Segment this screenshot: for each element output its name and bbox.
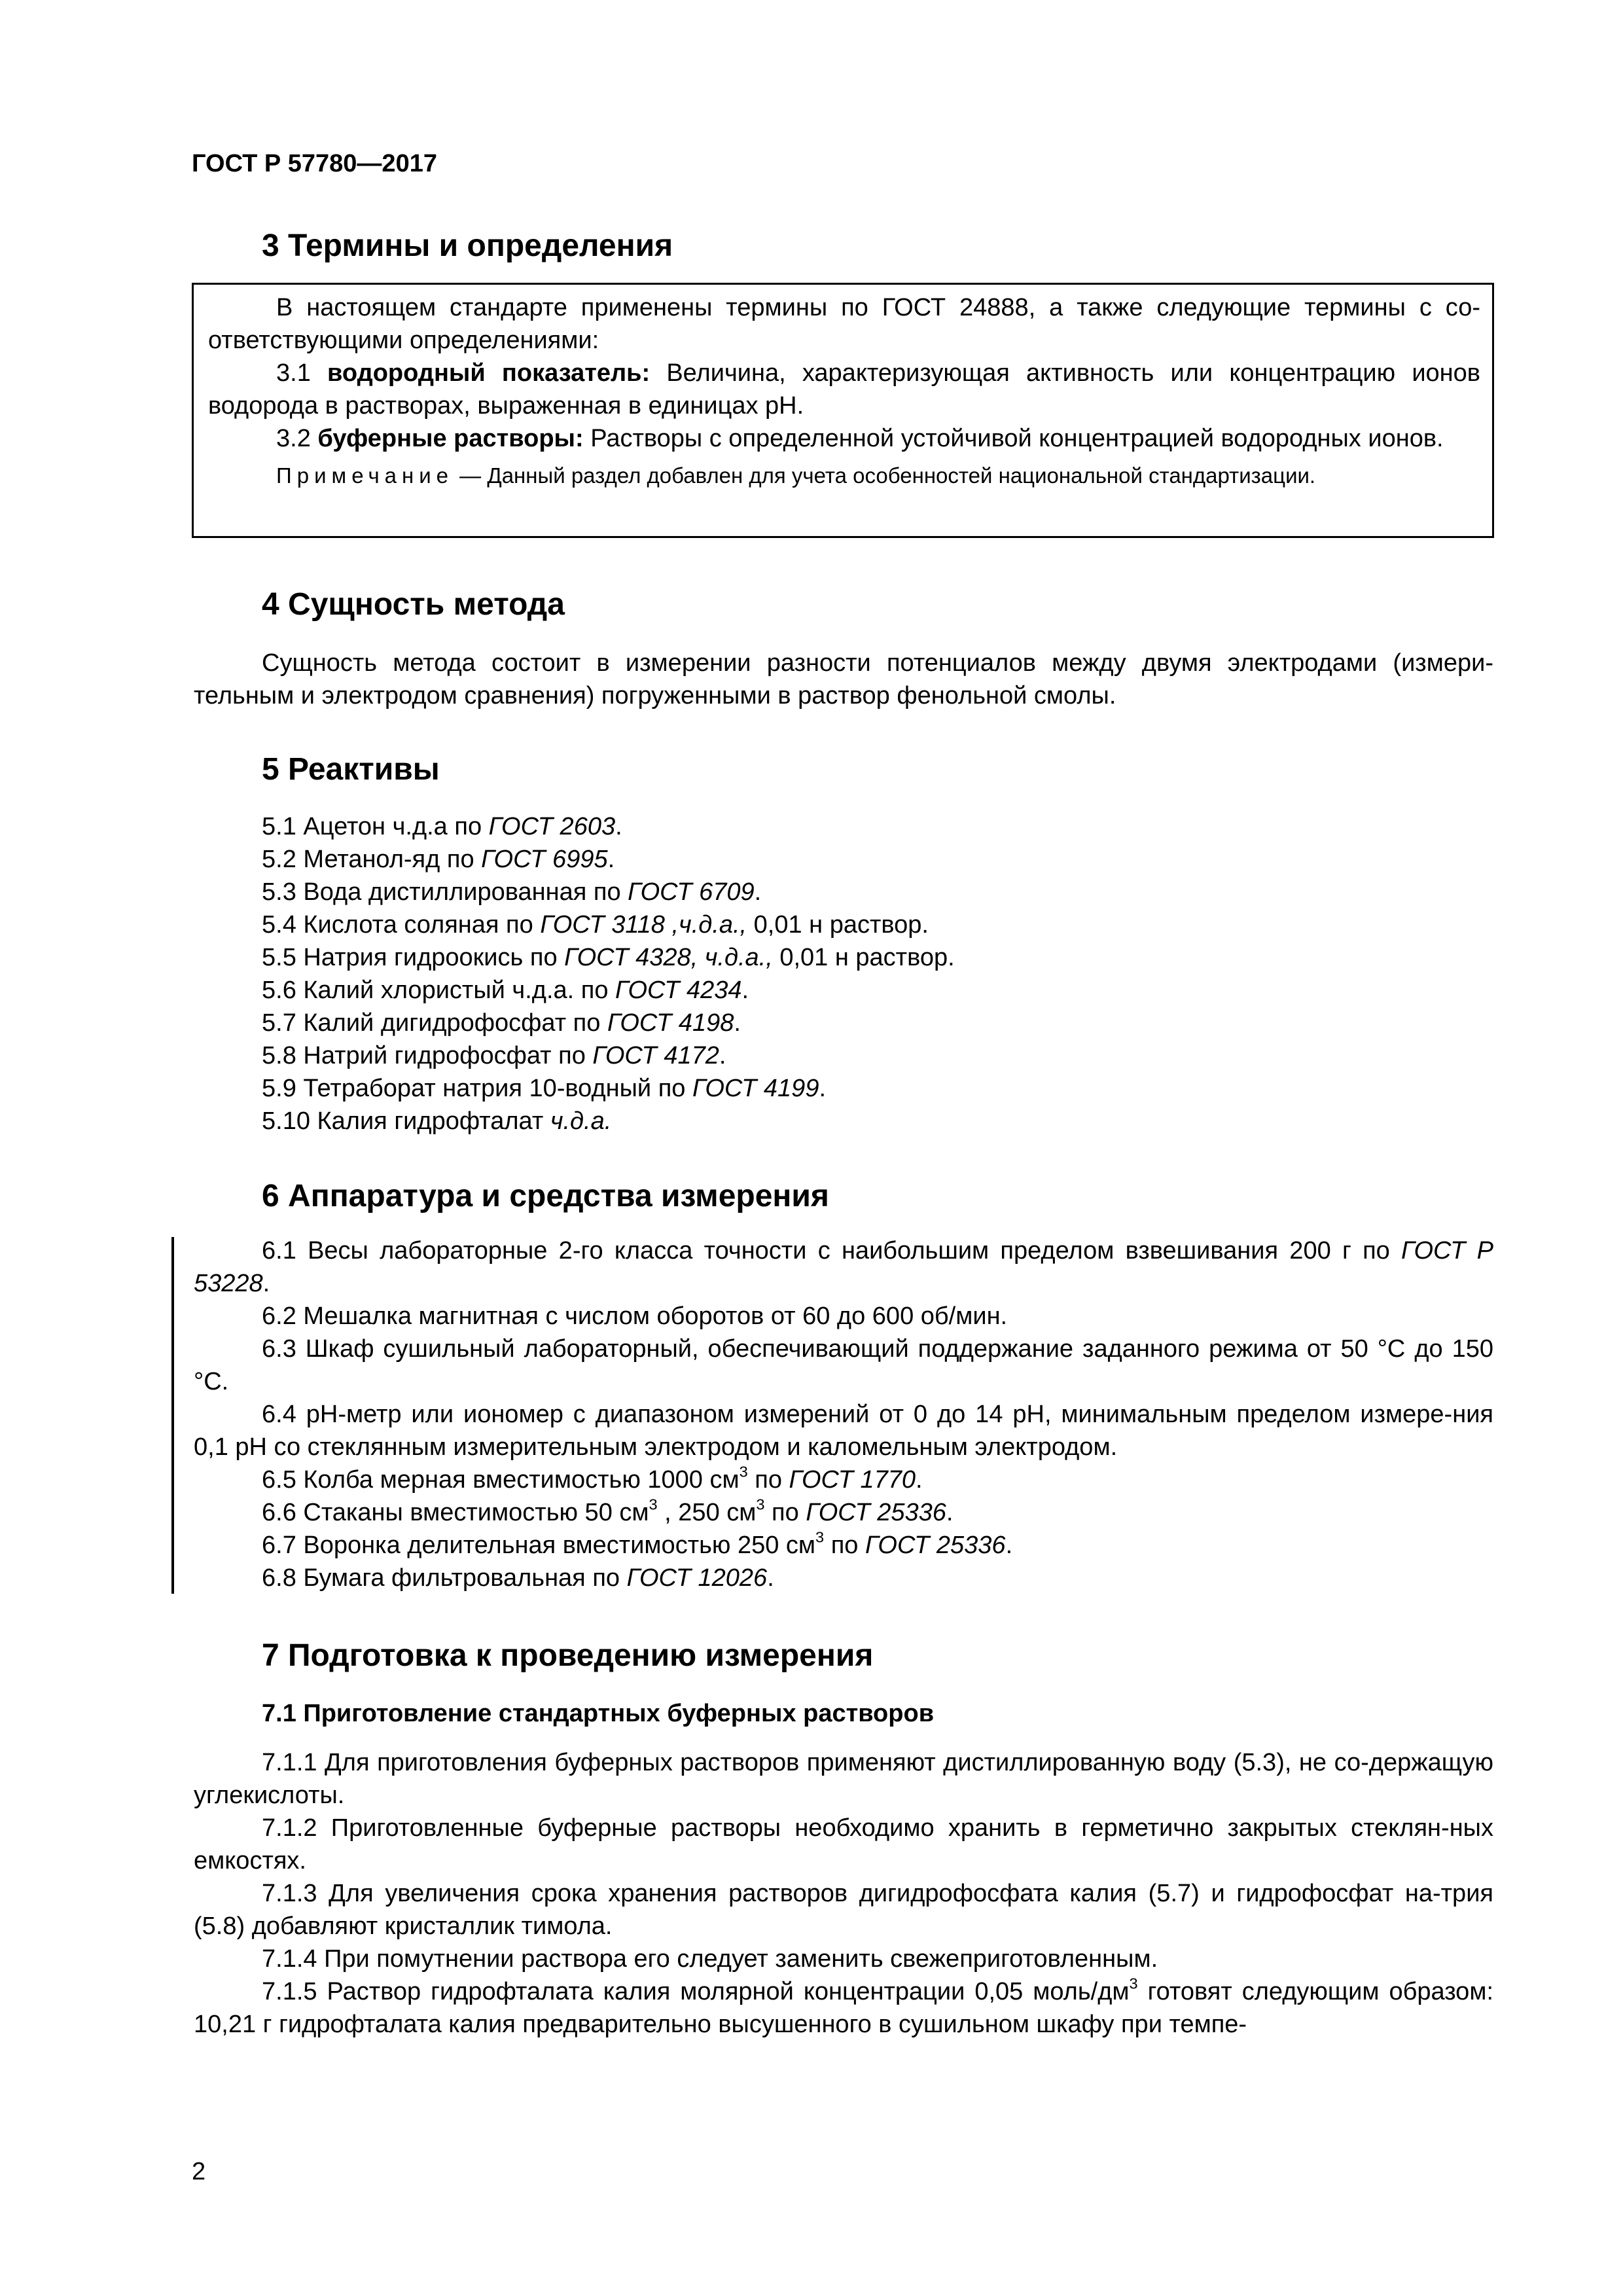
- reagent-item: 5.10 Калия гидрофталат ч.д.а.: [262, 1107, 612, 1135]
- prep-7-1-5: 7.1.5 Раствор гидрофталата калия молярной концентрации 0,05 моль/$дм^3$ готовят следующим образом: 10,21 г гидрофталата калия предварительно высушенного в сушильном шкафу при темпе-: [194, 1975, 1494, 2038]
- prep-7-1-2: 7.1.2 Приготовленные буферные растворы необходимо хранить в герметично закрытых стеклян-ных емкостях.: [194, 1814, 1493, 1874]
- terms-intro: В настоящем стандарте применены термины по ГОСТ 24888, а также следующие термины с со-ответствующими определениями:: [208, 294, 1480, 354]
- reagent-item: 5.4 Кислота соляная по ГОСТ 3118 ,ч.д.а., 0,01 н раствор.: [262, 911, 929, 939]
- change-bar: [171, 1237, 174, 1594]
- apparatus-6-2: 6.2 Мешалка магнитная с числом оборотов от 60 до 600 об/мин.: [262, 1302, 1008, 1330]
- document-header: ГОСТ Р 57780—2017: [192, 150, 437, 177]
- section-4-text: Сущность метода состоит в измерении разности потенциалов между двумя электродами (измери-тельным и электродом сравнения) погруженными в раствор фенольной смолы.: [194, 649, 1493, 709]
- term-name: водородный показатель:: [327, 359, 651, 387]
- reagent-item: 5.5 Натрия гидроокись по ГОСТ 4328, ч.д.а., 0,01 н раствор.: [262, 944, 955, 971]
- terms-note: [208, 461, 1480, 490]
- apparatus-6-6: 6.6 Стаканы вместимостью 50 $см^3$ , 250 $см^3$ по ГОСТ 25336.: [262, 1496, 954, 1526]
- note-label: Примечание: [276, 463, 454, 488]
- section-4-heading: 4 Сущность метода: [262, 587, 565, 622]
- reagent-item: 5.8 Натрий гидрофосфат по ГОСТ 4172.: [262, 1042, 726, 1069]
- reagent-item: 5.9 Тетраборат натрия 10-водный по ГОСТ 4199.: [262, 1075, 827, 1102]
- reagent-item: 5.1 Ацетон ч.д.а по ГОСТ 2603.: [262, 813, 622, 840]
- page-number: 2: [192, 2158, 206, 2185]
- section-5-heading: 5 Реактивы: [262, 752, 440, 787]
- reagent-item: 5.3 Вода дистиллированная по ГОСТ 6709.: [262, 878, 762, 906]
- reagent-item: 5.6 Калий хлористый ч.д.а. по ГОСТ 4234.: [262, 977, 749, 1004]
- term-name: буферные растворы:: [317, 425, 584, 452]
- subsection-7-1-heading: 7.1 Приготовление стандартных буферных растворов: [262, 1700, 935, 1727]
- terms-box: [192, 283, 1494, 538]
- term-number: 3.1: [276, 359, 328, 387]
- term-definition: Величина, характеризующая активность или концентрацию ионов водорода в растворах, выраженная в единицах pH.: [208, 359, 1480, 420]
- term-3-1: [208, 357, 1480, 422]
- section-4-body: [194, 647, 1493, 712]
- apparatus-6-3: 6.3 Шкаф сушильный лабораторный, обеспечивающий поддержание заданного режима от 50 °С до 150 °С.: [194, 1335, 1493, 1395]
- apparatus-6-4: 6.4 pH-метр или иономер с диапазоном измерений от 0 до 14 pH, минимальным пределом измере-ния 0,1 pH со стеклянным измерительным электродом и каломельным электродом.: [194, 1401, 1493, 1461]
- note-text: — Данный раздел добавлен для учета особенностей национальной стандартизации.: [454, 463, 1316, 488]
- reagent-item: 5.7 Калий дигидрофосфат по ГОСТ 4198.: [262, 1009, 741, 1037]
- section-3-heading: 3 Термины и определения: [262, 228, 673, 263]
- prep-7-1-3: 7.1.3 Для увеличения срока хранения растворов дигидрофосфата калия (5.7) и гидрофосфат на-трия (5.8) добавляют кристаллик тимола.: [194, 1880, 1493, 1940]
- apparatus-6-5: 6.5 Колба мерная вместимостью 1000 $см^3$ по ГОСТ 1770.: [262, 1463, 923, 1494]
- apparatus-6-1: 6.1 Весы лабораторные 2-го класса точности с наибольшим пределом взвешивания 200 г по ГОСТ Р 53228.: [194, 1237, 1493, 1297]
- term-definition: Растворы с определенной устойчивой концентрацией водородных ионов.: [583, 425, 1444, 452]
- section-6-body: [194, 1234, 1493, 1594]
- term-3-2: [208, 422, 1480, 455]
- prep-7-1-4: 7.1.4 При помутнении раствора его следует заменить свежеприготовленным.: [262, 1945, 1158, 1973]
- section-7-heading: 7 Подготовка к проведению измерения: [262, 1638, 874, 1673]
- apparatus-6-7: 6.7 Воронка делительная вместимостью 250 $см^3$ по ГОСТ 25336.: [262, 1528, 1013, 1559]
- reagent-item: 5.2 Метанол-яд по ГОСТ 6995.: [262, 846, 615, 873]
- reagents-list: [262, 810, 955, 1138]
- prep-7-1-1: 7.1.1 Для приготовления буферных растворов применяют дистиллированную воду (5.3), не со-держащую углекислоты.: [194, 1749, 1493, 1809]
- section-7-body: [194, 1746, 1493, 2041]
- term-number: 3.2: [276, 425, 318, 452]
- section-6-heading: 6 Аппаратура и средства измерения: [262, 1179, 829, 1213]
- apparatus-6-8: 6.8 Бумага фильтровальная по ГОСТ 12026.: [262, 1564, 774, 1592]
